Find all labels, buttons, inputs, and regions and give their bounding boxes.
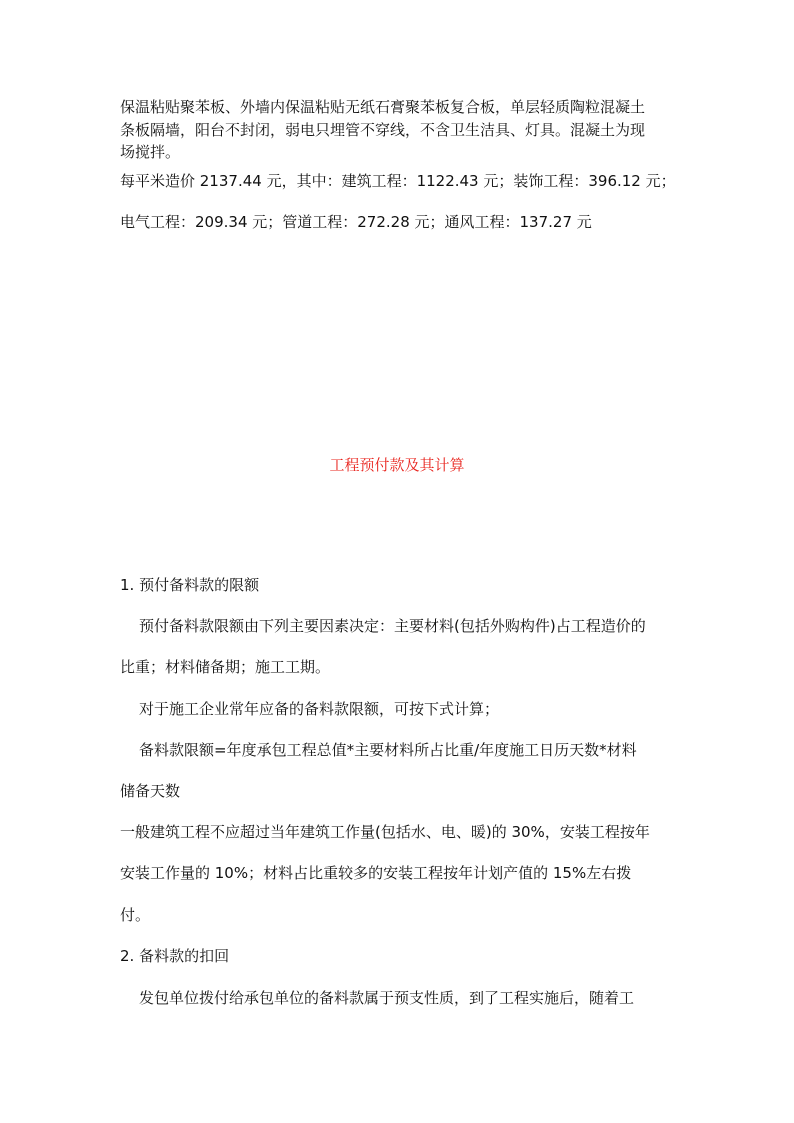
section2-paragraph1-line1: 发包单位拨付给承包单位的备料款属于预支性质，到了工程实施后，随着工 (139, 989, 635, 1007)
section1-paragraph1-line2: 比重；材料储备期；施工工期。 (120, 658, 331, 676)
section1-heading: 1. 预付备料款的限额 (120, 576, 260, 594)
formula-line-1: 备料款限额=年度承包工程总值*主要材料所占比重/年度施工日历天数*材料 (139, 741, 637, 759)
cost-line-1: 每平米造价 2137.44 元，其中：建筑工程：1122.43 元；装饰工程：396.12 元； (120, 172, 676, 190)
section1-paragraph3-line3: 付。 (120, 906, 151, 924)
section-title: 工程预付款及其计算 (329, 456, 465, 474)
intro-line-3: 场搅拌。 (120, 143, 181, 161)
cost-line-2: 电气工程：209.34 元；管道工程：272.28 元；通风工程：137.27 元 (120, 213, 592, 231)
intro-line-2: 条板隔墙，阳台不封闭，弱电只埋管不穿线，不含卫生洁具、灯具。混凝土为现 (120, 121, 646, 139)
section1-paragraph3-line2: 安装工作量的 10%；材料占比重较多的安装工程按年计划产值的 15%左右拨 (120, 864, 632, 882)
section1-paragraph1-line1: 预付备料款限额由下列主要因素决定：主要材料(包括外购构件)占工程造价的 (139, 617, 646, 635)
formula-line-2: 储备天数 (120, 782, 181, 800)
intro-line-1: 保温粘贴聚苯板、外墙内保温粘贴无纸石膏聚苯板复合板，单层轻质陶粒混凝土 (120, 98, 646, 116)
section2-heading: 2. 备料款的扣回 (120, 947, 230, 965)
section1-paragraph3-line1: 一般建筑工程不应超过当年建筑工作量(包括水、电、暖)的 30%，安装工程按年 (120, 823, 650, 841)
section1-paragraph2: 对于施工企业常年应备的备料款限额，可按下式计算； (139, 700, 500, 718)
